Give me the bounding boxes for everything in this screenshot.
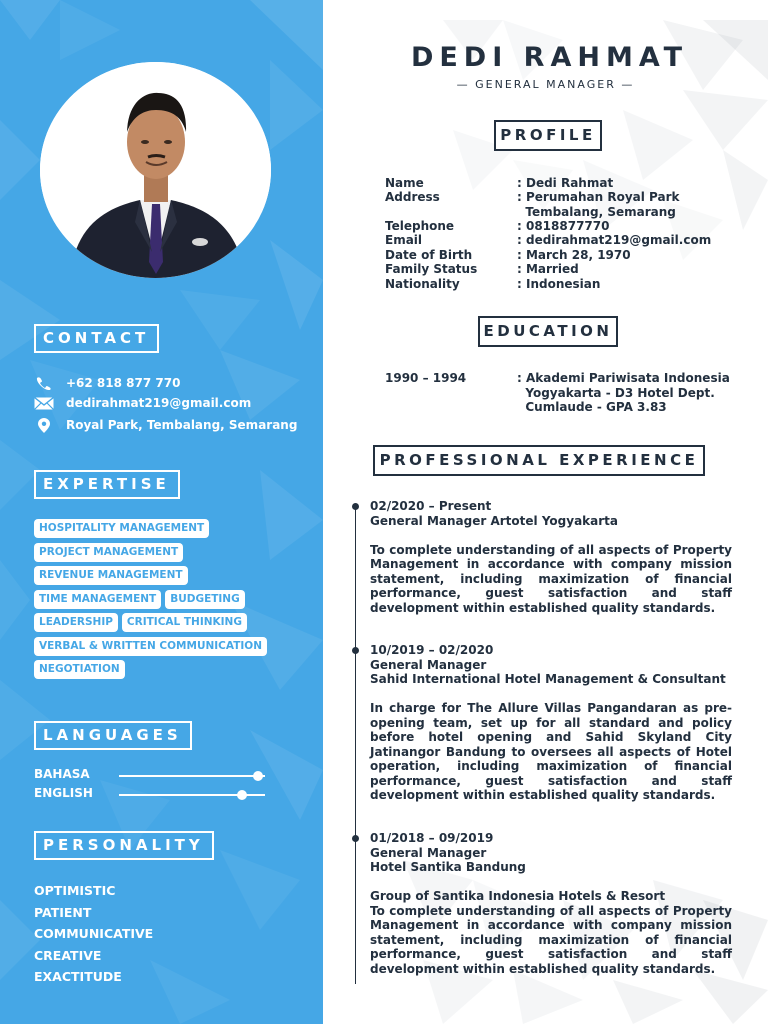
skill-row — [34, 543, 314, 567]
experience-description: To complete understanding of all aspects of Property Management in accordance with company mission statement, including maximization of financial performance, guest satisfaction and staff development within established quality standards. — [370, 903, 732, 976]
language-level-knob — [237, 790, 247, 800]
language-level-track — [119, 775, 265, 777]
profile-value: : Indonesian — [517, 277, 601, 291]
skill-row — [34, 566, 314, 590]
profile-key: Email — [385, 233, 423, 247]
portrait-image — [40, 62, 271, 278]
skill-tag: LEADERSHIP — [34, 613, 118, 632]
experience-description: To complete understanding of all aspects of Property Management in accordance with company mission statement, including maximization of financial performance, guest satisfaction and staff development within established quality standards. — [370, 542, 732, 615]
skill-row — [34, 519, 314, 543]
personality-item: EXACTITUDE — [34, 969, 122, 985]
timeline-dot — [352, 835, 359, 842]
experience-period: 02/2020 – Present — [370, 499, 492, 513]
education-detail: : Akademi Pariwisata Indonesia Yogyakarta - D3 Hotel Dept. Cumlaude - GPA 3.83 — [517, 371, 730, 414]
skill-tag: TIME MANAGEMENT — [34, 590, 161, 609]
language-level-knob — [253, 771, 263, 781]
personality-list — [34, 883, 153, 991]
profile-key: Family Status — [385, 262, 478, 276]
profile-key: Date of Birth — [385, 248, 473, 262]
skill-tag: CRITICAL THINKING — [122, 613, 247, 632]
job-title: — GENERAL MANAGER — — [456, 78, 635, 91]
skill-tag: PROJECT MANAGEMENT — [34, 543, 183, 562]
expertise-list — [34, 519, 314, 684]
skill-tag: NEGOTIATION — [34, 660, 125, 679]
education-heading: EDUCATION — [478, 316, 618, 347]
timeline-dot — [352, 647, 359, 654]
experience-description: In charge for The Allure Villas Pangandaran as pre-opening team, set up for all standard and policy before hotel opening and Sahid Skyland City Jatinangor Bandung to oversees all aspects of Hotel operation, including maximization of financial performance, guest satisfaction and staff development within established quality standards. — [370, 701, 732, 802]
profile-key: Address — [385, 190, 440, 204]
language-bahasa — [34, 767, 274, 783]
timeline-line — [355, 506, 356, 984]
skill-row — [34, 637, 314, 661]
experience-item — [370, 831, 732, 976]
language-level-track — [119, 794, 265, 796]
sidebar — [0, 0, 323, 1024]
profile-value: : 0818877770 — [517, 219, 610, 233]
experience-item — [370, 643, 732, 803]
personality-item: CREATIVE — [34, 947, 102, 963]
profile-key: Nationality — [385, 277, 460, 291]
location-pin-icon — [34, 418, 54, 432]
profile-value: : Perumahan Royal Park Tembalang, Semarang — [517, 190, 680, 219]
experience-company: Sahid International Hotel Management & Consultant — [370, 672, 726, 686]
contact-address — [34, 417, 297, 433]
experience-item — [370, 499, 732, 615]
experience-heading: PROFESSIONAL EXPERIENCE — [373, 445, 705, 476]
profile-value: : Dedi Rahmat — [517, 176, 614, 190]
profile-value[interactable]: : dedirahmat219@gmail.com — [517, 233, 712, 247]
language-english — [34, 786, 274, 802]
contact-email-text[interactable]: dedirahmat219@gmail.com — [66, 396, 252, 410]
profile-photo — [40, 62, 271, 278]
skill-row — [34, 660, 314, 684]
contact-email — [34, 395, 251, 411]
experience-title: General Manager Artotel Yogyakarta — [370, 513, 619, 528]
language-label: BAHASA — [34, 767, 90, 781]
language-label: ENGLISH — [34, 786, 93, 800]
candidate-name: DEDI RAHMAT — [410, 42, 689, 73]
skill-tag: HOSPITALITY MANAGEMENT — [34, 519, 209, 538]
contact-phone — [34, 375, 180, 391]
envelope-icon — [34, 396, 54, 410]
personality-item: OPTIMISTIC — [34, 883, 116, 898]
personality-heading: PERSONALITY — [34, 831, 214, 860]
experience-period: 01/2018 – 09/2019 — [370, 831, 494, 845]
skill-row — [34, 590, 314, 614]
personality-item: COMMUNICATIVE — [34, 926, 154, 942]
education-period: 1990 – 1994 — [385, 371, 467, 385]
timeline-dot — [352, 503, 359, 510]
profile-value: : Married — [517, 262, 579, 276]
profile-heading: PROFILE — [494, 120, 602, 151]
skill-tag: VERBAL & WRITTEN COMMUNICATION — [34, 637, 267, 656]
profile-key: Telephone — [385, 219, 455, 233]
profile-value: : March 28, 1970 — [517, 248, 631, 262]
experience-period: 10/2019 – 02/2020 — [370, 643, 494, 657]
profile-key: Name — [385, 176, 424, 190]
expertise-heading: EXPERTISE — [34, 470, 180, 499]
skill-tag: REVENUE MANAGEMENT — [34, 566, 188, 585]
experience-group: Group of Santika Indonesia Hotels & Resort — [370, 889, 666, 903]
skill-tag: BUDGETING — [165, 590, 245, 609]
contact-heading: CONTACT — [34, 324, 159, 353]
personality-item: PATIENT — [34, 904, 92, 920]
skill-row — [34, 613, 314, 637]
contact-phone-text: +62 818 877 770 — [66, 376, 181, 390]
phone-icon — [34, 376, 54, 390]
contact-address-text: Royal Park, Tembalang, Semarang — [66, 418, 298, 432]
languages-heading: LANGUAGES — [34, 721, 192, 750]
experience-title: General Manager — [370, 657, 487, 672]
experience-title: General Manager — [370, 845, 487, 860]
experience-company: Hotel Santika Bandung — [370, 860, 526, 874]
